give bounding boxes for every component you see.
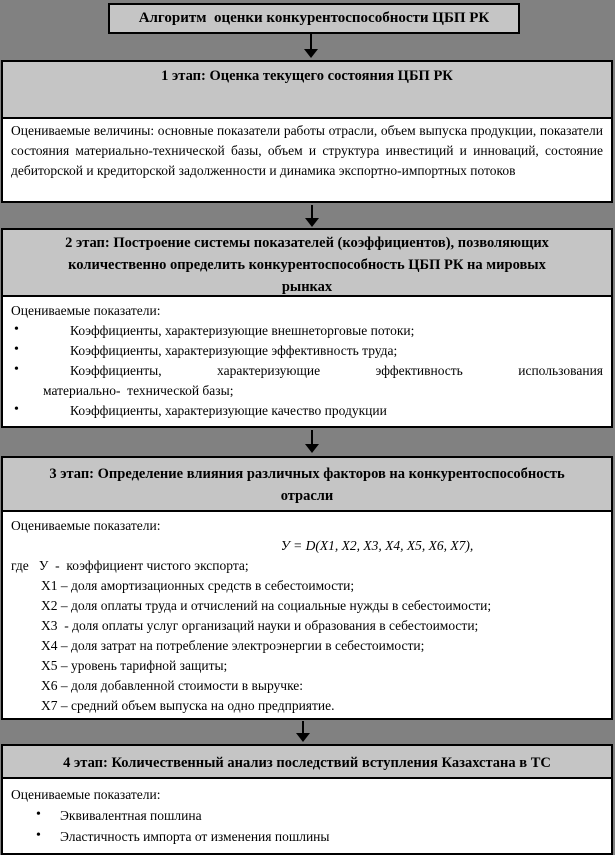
bullet-icon: • [36,807,41,822]
bullet-icon: • [14,402,19,417]
flow-arrow-2 [305,205,319,227]
algorithm-title: Алгоритм оценки конкурентоспособности ЦБП РК [138,10,490,26]
stage-1-paragraph: Оцениваемые величины: основные показатели работы отрасли, объем выпуска продукции, показатели состояния материально-технической базы, объем и структура инвестиций и инноваций, состояние дебиторской и кредиторской задолженности и динамика экспортно-импортных потоков [11,123,603,178]
arrow-down-icon [305,218,319,227]
arrow-down-icon [296,733,310,742]
stage-3-box [1,456,613,720]
flow-arrow-1 [304,34,318,58]
bullet-icon: • [14,322,19,337]
formula-where-clause: где У - коэффициент чистого экспорта; [11,558,249,573]
stage-1-body [3,119,611,181]
bullet-item [11,321,603,341]
stage-1-box [1,60,613,203]
arrow-shaft [311,430,313,444]
stage-2-body [3,297,611,421]
stage-4-body [3,779,611,847]
arrow-down-icon [305,444,319,453]
bullet-text: Эластичность импорта от изменения пошлины [60,829,330,844]
flow-arrow-4 [296,721,310,742]
stage-2-header [3,230,611,297]
definition-x2: Х2 – доля оплаты труда и отчислений на социальные нужды в себестоимости; [41,598,492,613]
algorithm-title-box [108,3,520,34]
stage-3-header-label: 3 этап: Определение влияния различных факторов на конкурентоспособность отрасли [49,466,565,504]
stage-1-header-label: 1 этап: Оценка текущего состояния ЦБП РК [161,68,453,84]
definition-x3: Х3 - доля оплаты услуг организаций науки и образования в себестоимости; [41,618,479,633]
stage-3-body [3,512,611,716]
arrow-down-icon [304,49,318,58]
arrow-shaft [310,34,312,49]
flow-arrow-3 [305,430,319,453]
bullet-icon: • [14,342,19,357]
bullet-icon: • [36,828,41,843]
stage-4-lead-label: Оцениваемые показатели: [11,787,161,802]
definition-x5: Х5 – уровень тарифной защиты; [41,658,228,673]
bullet-item [11,826,603,847]
stage-2-header-label: 2 этап: Построение системы показателей (коэффициентов), позволяющих количественно определить конкурентоспособность ЦБП РК на мировых рынках [65,235,549,295]
bullet-item [11,341,603,361]
stage-4-header-label: 4 этап: Количественный анализ последствий вступления Казахстана в ТС [63,755,551,771]
stage-3-header [3,458,611,512]
bullet-text-line-1: Коэффициенты, характеризующие эффективность использования [70,363,603,378]
stage-2-lead-label: Оцениваемые показатели: [11,303,161,318]
bullet-item [11,805,603,826]
export-coefficient-formula: У = D(X1, X2, X3, X4, X5, X6, X7), [280,538,474,553]
definition-x4: Х4 – доля затрат на потребление электроэнергии в себестоимости; [41,638,425,653]
bullet-text: Коэффициенты, характеризующие качество продукции [70,403,387,418]
stage-1-header [3,62,611,119]
bullet-text-line-2: материально- технической базы; [43,383,234,398]
stage-2-box [1,228,613,428]
bullet-text: Коэффициенты, характеризующие эффективность труда; [70,343,398,358]
definition-x1: Х1 – доля амортизационных средств в себестоимости; [41,578,355,593]
arrow-shaft [302,721,304,733]
bullet-text: Эквивалентная пошлина [60,808,202,823]
arrow-shaft [311,205,313,218]
stage-4-header [3,746,611,779]
bullet-text: Коэффициенты, характеризующие внешнеторговые потоки; [70,323,415,338]
stage-4-box [1,744,613,855]
bullet-item [11,361,603,401]
bullet-item [11,401,603,421]
bullet-icon: • [14,362,19,377]
definition-x6: Х6 – доля добавленной стоимости в выручке: [41,678,304,693]
stage-3-lead-label: Оцениваемые показатели: [11,518,161,533]
definition-x7: Х7 – средний объем выпуска на одно предприятие. [41,698,335,713]
